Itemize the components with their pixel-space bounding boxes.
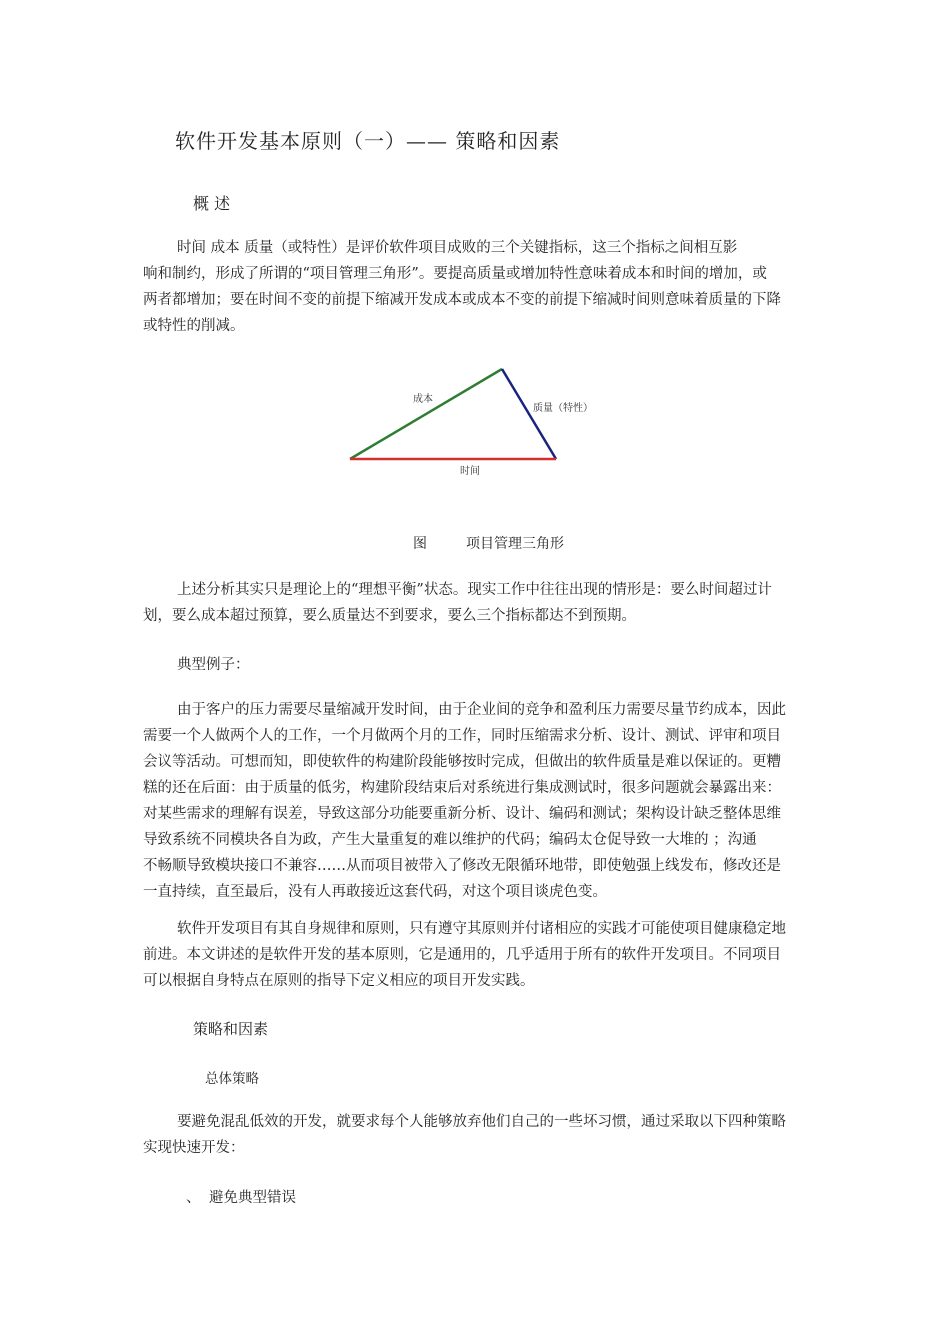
intro-line: 两者都增加；要在时间不变的前提下缩减开发成本或成本不变的前提下缩减时间则意味着质量的下降 (143, 292, 781, 308)
example-line: 一直持续，直至最后，没有人再敢接近这套代码，对这个项目谈虎色变。 (143, 884, 607, 900)
strategy-heading: 策略和因素 (193, 1020, 269, 1038)
example-line: 由于客户的压力需要尽量缩减开发时间，由于企业间的竞争和盈利压力需要尽量节约成本，因此 (177, 702, 786, 718)
strategy-line: 实现快速开发： (143, 1140, 245, 1156)
overview-heading: 概 述 (193, 194, 231, 213)
figure-caption-prefix: 图 (413, 536, 427, 552)
analysis-line: 划，要么成本超过预算，要么质量达不到要求，要么三个指标都达不到预期。 (143, 608, 636, 624)
example-line: 对某些需求的理解有误差，导致这部分功能要重新分析、设计、编码和测试；架构设计缺乏整体思维 (143, 806, 781, 822)
principle-line: 前进。本文讲述的是软件开发的基本原则，它是通用的，几乎适用于所有的软件开发项目。不同项目 (143, 947, 781, 963)
intro-line: 时间 成本 质量（或特性）是评价软件项目成败的三个关键指标，这三个指标之间相互影 (177, 240, 738, 256)
principle-paragraph (143, 916, 808, 994)
example-heading: 典型例子： (177, 657, 250, 673)
quality-label: 质量（特性） (533, 403, 593, 414)
document-title: 软件开发基本原则（一）—— 策略和因素 (175, 129, 561, 153)
analysis-paragraph (143, 577, 808, 629)
strategy-line: 要避免混乱低效的开发，就要求每个人能够放弃他们自己的一些坏习惯，通过采取以下四种策略 (177, 1114, 786, 1130)
example-line: 需要一个人做两个人的工作，一个月做两个月的工作，同时压缩需求分析、设计、测试、评审和项目 (143, 728, 781, 744)
bullet-marker: 、 (186, 1190, 201, 1206)
analysis-line: 上述分析其实只是理论上的“理想平衡”状态。现实工作中往往出现的情形是：要么时间超过计 (177, 582, 772, 598)
project-triangle-diagram (330, 355, 610, 485)
intro-paragraph (143, 235, 808, 339)
strategy-paragraph (143, 1109, 808, 1161)
intro-line: 响和制约，形成了所谓的“项目管理三角形”。要提高质量或增加特性意味着成本和时间的增加，或 (143, 266, 767, 282)
time-label: 时间 (460, 466, 480, 477)
example-line: 会议等活动。可想而知，即使软件的构建阶段能够按时完成，但做出的软件质量是难以保证的。更糟 (143, 754, 781, 770)
bullet-item-avoid-mistakes: 避免典型错误 (209, 1190, 296, 1206)
principle-line: 软件开发项目有其自身规律和原则，只有遵守其原则并付诸相应的实践才可能使项目健康稳定地 (177, 921, 786, 937)
overall-strategy-heading: 总体策略 (205, 1071, 259, 1087)
principle-line: 可以根据自身特点在原则的指导下定义相应的项目开发实践。 (143, 973, 535, 989)
cost-label: 成本 (413, 394, 433, 405)
cost-edge (350, 369, 502, 459)
example-line: 糕的还在后面：由于质量的低劣，构建阶段结束后对系统进行集成测试时，很多问题就会暴露出来： (143, 780, 781, 796)
example-paragraph (143, 697, 808, 905)
example-line: 不畅顺导致模块接口不兼容……从而项目被带入了修改无限循环地带，即使勉强上线发布，修改还是 (143, 858, 781, 874)
quality-edge (502, 369, 556, 459)
figure-caption: 项目管理三角形 (466, 536, 564, 552)
intro-line: 或特性的削减。 (143, 318, 245, 334)
example-line: 导致系统不同模块各自为政，产生大量重复的难以维护的代码；编码太仓促导致一大堆的 ；沟通 (143, 832, 757, 848)
